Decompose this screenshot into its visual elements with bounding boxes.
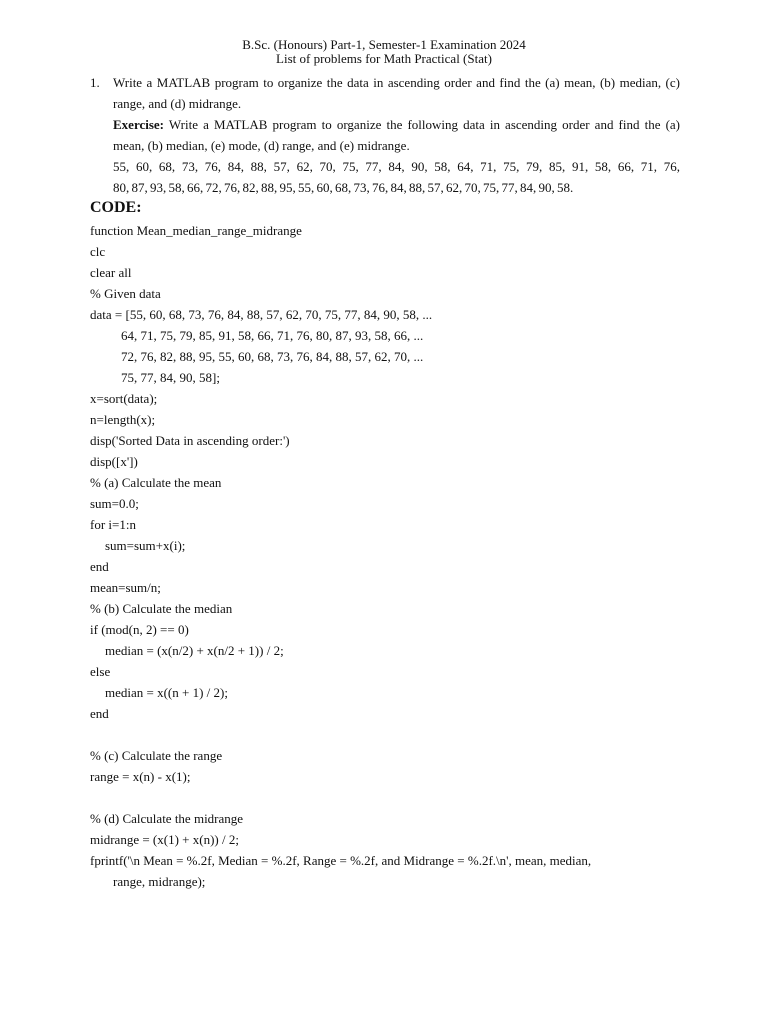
code-blank-line xyxy=(90,787,690,808)
code-line: end xyxy=(90,559,109,574)
code-line: disp('Sorted Data in ascending order:') xyxy=(90,433,290,448)
code-line: else xyxy=(90,664,111,679)
data-line-2: 80, 87, 93, 58, 66, 72, 76, 82, 88, 95, 55, 60, 68, 73, 76, 84, 88, 57, 62, 70, 75, 77, 84, 90, 58. xyxy=(113,180,574,195)
problem-1 xyxy=(90,72,680,198)
code-line: midrange = (x(1) + x(n)) / 2; xyxy=(90,832,239,847)
code-line: x=sort(data); xyxy=(90,391,158,406)
code-line: for i=1:n xyxy=(90,517,136,532)
code-blank-line xyxy=(90,724,690,745)
code-line: range, midrange); xyxy=(113,874,206,889)
data-line-1: 55, 60, 68, 73, 76, 84, 88, 57, 62, 70, 75, 77, 84, 90, 58, 64, 71, 75, 79, 85, 91, 58, 66, 71, 76, xyxy=(113,159,680,174)
code-line: % (c) Calculate the range xyxy=(90,748,223,763)
code-line: sum=sum+x(i); xyxy=(105,538,186,553)
exercise-text: Write a MATLAB program to organize the following data in ascending order and find the (a) mean, (b) median, (e) mode, (d) range, and (e) midrange. xyxy=(113,117,680,153)
code-line: % (a) Calculate the mean xyxy=(90,475,222,490)
code-line: % (d) Calculate the midrange xyxy=(90,811,244,826)
code-line: range = x(n) - x(1); xyxy=(90,769,191,784)
code-line: median = (x(n/2) + x(n/2 + 1)) / 2; xyxy=(105,643,284,658)
code-line: clc xyxy=(90,244,106,259)
code-line: disp([x']) xyxy=(90,454,138,469)
code-line: data = [55, 60, 68, 73, 76, 84, 88, 57, 62, 70, 75, 77, 84, 90, 58, ... xyxy=(90,307,433,322)
code-line: fprintf('\n Mean = %.2f, Median = %.2f, Range = %.2f, and Midrange = %.2f.\n', mean, median, xyxy=(90,853,592,868)
code-block xyxy=(90,220,690,892)
code-line: 64, 71, 75, 79, 85, 91, 58, 66, 71, 76, 80, 87, 93, 58, 66, ... xyxy=(121,328,424,343)
exam-title: B.Sc. (Honours) Part-1, Semester-1 Examination 2024 xyxy=(242,37,526,52)
problem-number: 1. xyxy=(90,75,100,90)
code-line: n=length(x); xyxy=(90,412,156,427)
code-line: end xyxy=(90,706,109,721)
code-line: mean=sum/n; xyxy=(90,580,161,595)
code-line: clear all xyxy=(90,265,132,280)
code-line: % (b) Calculate the median xyxy=(90,601,233,616)
code-line: sum=0.0; xyxy=(90,496,139,511)
code-line: function Mean_median_range_midrange xyxy=(90,223,302,238)
code-heading: CODE: xyxy=(90,199,142,216)
list-title: List of problems for Math Practical (Stat) xyxy=(276,51,492,66)
code-line: if (mod(n, 2) == 0) xyxy=(90,622,189,637)
exercise-label: Exercise: xyxy=(113,117,165,132)
code-line: 72, 76, 82, 88, 95, 55, 60, 68, 73, 76, 84, 88, 57, 62, 70, ... xyxy=(121,349,424,364)
code-line: median = x((n + 1) / 2); xyxy=(105,685,228,700)
code-line: % Given data xyxy=(90,286,161,301)
code-line: 75, 77, 84, 90, 58]; xyxy=(121,370,220,385)
exercise-paragraph xyxy=(113,114,680,156)
problem-statement: Write a MATLAB program to organize the data in ascending order and find the (a) mean, (b) median, (c) range, and (d) midrange. xyxy=(113,75,680,111)
